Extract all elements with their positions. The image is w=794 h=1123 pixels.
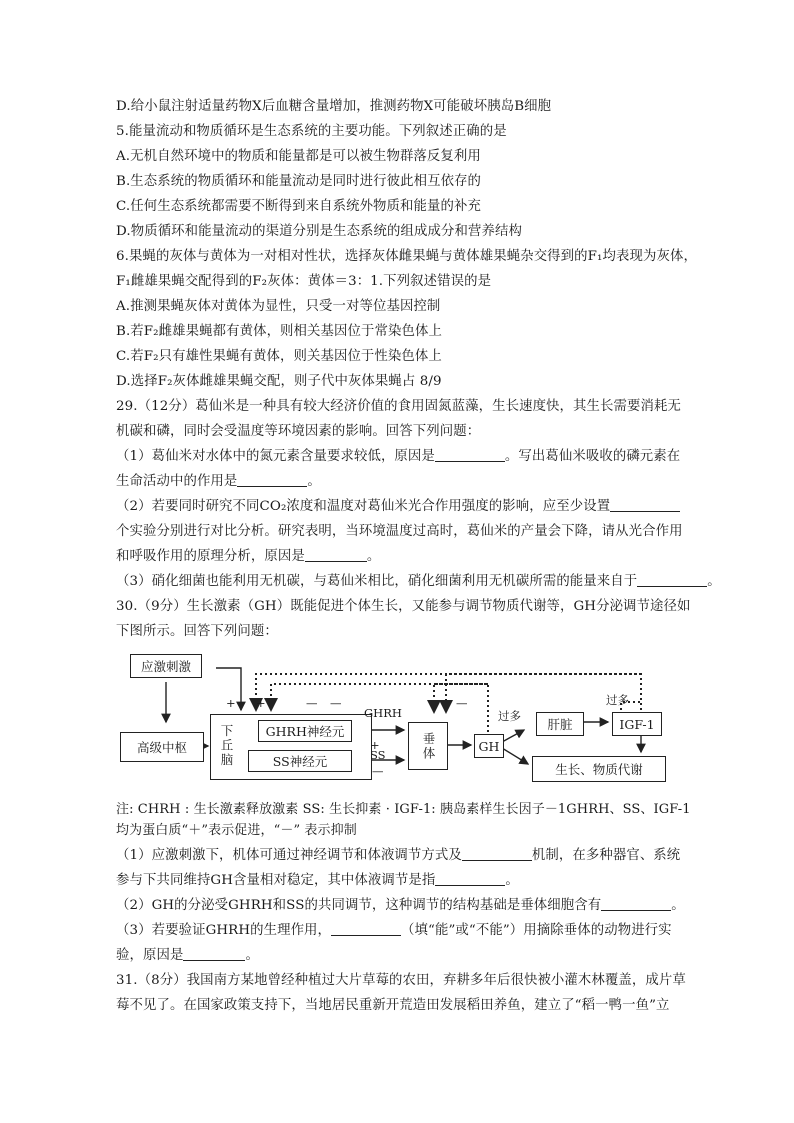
text-fragment: （3）硝化细菌也能利用无机碳，与葛仙米相比，硝化细菌利用无机碳所需的能量来自于 [116,574,638,589]
text-line: 莓不见了。在国家政策支持下，当地居民重新开荒造田发展稻田养鱼，建立了“稻一鸭一鱼”立 [116,998,670,1013]
excess-label: 过多 [606,693,629,707]
option-b: B.若F₂雌雄果蝇都有黄体，则相关基因位于常染色体上 [116,324,442,339]
text-line [116,497,680,517]
gh-box: GH [474,734,504,758]
answer-blank[interactable] [183,946,245,961]
text-line: 个实验分别进行对比分析。研究表明，当环境温度过高时，葛仙米的产量会下降，请从光合作用 [116,524,683,539]
text-fragment: （填“能”或“不能”）用摘除垂体的动物进行实 [401,923,672,938]
pituitary-box: 垂体 [408,722,448,770]
plus-sign: + [256,696,266,710]
question-31: 31.（8分）我国南方某地曾经种植过大片草莓的农田，弃耕多年后很快被小灌木林覆盖，成片草 [116,973,686,988]
answer-blank[interactable] [331,921,401,936]
text-fragment: （2）若要同时研究不同CO₂浓度和温度对葛仙米光合作用强度的影响，应至少设置 [116,499,611,514]
text-fragment: 。 [707,574,721,589]
text-fragment: 。写出葛仙米吸收的磷元素在 [504,449,681,464]
text-line [116,447,680,467]
gh-regulation-diagram [116,652,686,800]
ss-neuron-box: SS神经元 [248,750,352,772]
minus-sign: — [456,696,468,710]
option-a: A.推测果蝇灰体对黄体为显性，只受一对等位基因控制 [116,299,441,314]
text-line [116,896,685,916]
text-line [116,846,680,866]
ghrh-label: GHRH [364,706,402,720]
ghrh-neuron-box: GHRH神经元 [258,720,352,742]
text-line [116,472,321,492]
answer-blank[interactable] [435,871,505,886]
text-line [116,871,519,891]
option-c: C.任何生态系统都需要不断得到来自系统外物质和能量的补充 [116,199,481,214]
option-d: D.选择F₂灰体雌雄果蝇交配，则子代中灰体果蝇占 8/9 [116,374,442,389]
text-fragment: （2）GH的分泌受GHRH和SS的共同调节，这种调节的结构基础是垂体细胞含有 [116,898,602,913]
text-fragment: 生命活动中的作用是 [116,474,238,489]
text-fragment: 参与下共同维持GH含量相对稳定，其中体液调节是指 [116,873,436,888]
text-fragment: 和呼吸作用的原理分析，原因是 [116,549,305,564]
text-line [116,946,259,966]
text-line: D.给小鼠注射适量药物X后血糖含量增加，推测药物X可能破坏胰岛B细胞 [116,99,552,114]
text-fragment: 。 [366,549,381,564]
text-fragment: （1）葛仙米对水体中的氮元素含量要求较低，原因是 [116,449,435,464]
minus-sign: — [330,696,342,710]
answer-blank[interactable] [610,497,680,512]
growth-metabolism-box: 生长、物质代谢 [532,756,666,782]
option-d: D.物质循环和能量流动的渠道分别是生态系统的组成成分和营养结构 [116,224,522,239]
text-line: 机碳和磷，同时会受温度等环境因素的影响。回答下列问题： [116,424,481,439]
question-30: 30.（9分）生长激素（GH）既能促进个体生长，又能参与调节物质代谢等，GH分泌调节途径如 [116,599,691,614]
option-c: C.若F₂只有雄性果蝇有黄体，则关基因位于性染色体上 [116,349,442,364]
text-line: 下图所示。回答下列问题： [116,624,278,639]
text-fragment: 。 [245,948,259,963]
text-line: F₁雌雄果蝇交配得到的F₂灰体：黄体＝3：1.下列叙述错误的是 [116,274,492,289]
question-5: 5.能量流动和物质循环是生态系统的主要功能。下列叙述正确的是 [116,124,507,139]
hypothalamus-label: 下丘脑 [219,724,234,768]
question-29: 29.（12分）葛仙米是一种具有较大经济价值的食用固氮蓝藻，生长速度快，其生长需要消耗无 [116,399,681,414]
answer-blank[interactable] [601,896,671,911]
answer-blank[interactable] [435,447,505,462]
stress-box: 应激刺激 [130,654,202,678]
higher-center-box: 高级中枢 [120,732,204,762]
igf-box: IGF-1 [612,712,662,736]
liver-box: 肝脏 [536,712,584,736]
ss-label: SS [370,748,386,762]
answer-blank[interactable] [637,572,707,587]
text-fragment: （3）若要验证GHRH的生理作用， [116,923,332,938]
text-line [116,572,721,592]
text-fragment: 机制，在多种器官、系统 [531,848,681,863]
text-fragment: 。 [505,873,519,888]
answer-blank[interactable] [305,547,367,562]
plus-sign: + [226,696,236,710]
option-b: B.生态系统的物质循环和能量流动是同时进行彼此相互依存的 [116,174,482,189]
answer-blank[interactable] [462,846,532,861]
question-6: 6.果蝇的灰体与黄体为一对相对性状，选择灰体雌果蝇与黄体雄果蝇杂交得到的F₁均表现为灰体， [116,249,697,264]
option-a: A.无机自然环境中的物质和能量都是可以被生物群落反复利用 [116,149,481,164]
text-fragment: 。 [307,474,321,489]
text-line [116,921,672,941]
minus-sign: — [306,696,318,710]
text-fragment: 。 [671,898,685,913]
minus-sign: — [372,764,384,778]
text-line [116,547,380,567]
text-fragment: （1）应激刺激下，机体可通过神经调节和体液调节方式及 [116,848,462,863]
text-fragment: 验，原因是 [116,948,184,963]
excess-label: 过多 [498,709,521,723]
diagram-note: 注: CHRH : 生长激素释放激素 SS: 生长抑素 · IGF-1: 胰岛素样生长因子－1GHRH、SS、IGF-1 [116,802,691,817]
diagram-note: 均为蛋白质“＋”表示促进，“－” 表示抑制 [116,823,357,838]
plus-sign: + [370,738,380,752]
answer-blank[interactable] [237,472,307,487]
